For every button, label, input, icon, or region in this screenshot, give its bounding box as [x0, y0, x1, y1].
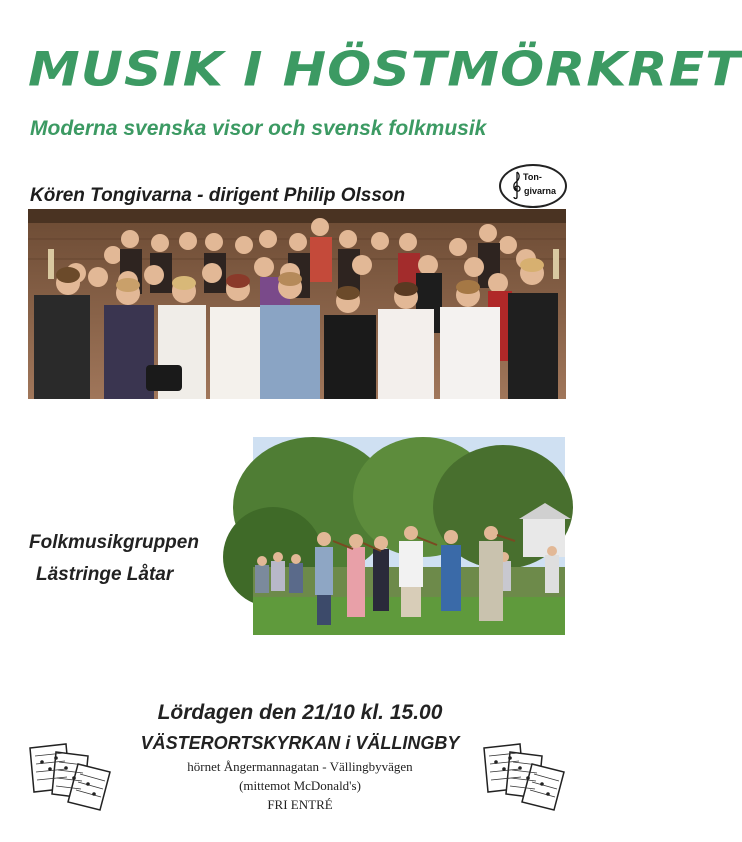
folk-group-name-line2: Lästringe Låtar: [36, 564, 174, 585]
logo-text-line1: Ton-: [523, 172, 542, 182]
logo-text-line2: givarna: [524, 186, 557, 196]
address-line: hörnet Ångermannagatan - Vällingbyvägen: [187, 759, 413, 774]
folk-group-photo: [253, 437, 565, 635]
sheet-music-icon: [26, 742, 112, 812]
tongivarna-logo: [499, 164, 567, 208]
admission-line: FRI ENTRÉ: [267, 797, 333, 812]
treble-clef-icon: [511, 170, 523, 200]
poster-title: MUSIK I HÖSTMÖRKRET: [28, 43, 742, 97]
poster-subtitle: Moderna svenska visor och svensk folkmusik: [30, 117, 487, 140]
choir-photo: [28, 209, 566, 399]
choir-heading: Kören Tongivarna - dirigent Philip Olsson: [30, 185, 406, 206]
folk-group-name-line1: Folkmusikgruppen: [29, 532, 199, 553]
sheet-music-icon: [480, 742, 566, 812]
landmark-line: (mittemot McDonald's): [239, 778, 361, 793]
event-venue: VÄSTERORTSKYRKAN i VÄLLINGBY: [140, 733, 460, 753]
event-date: Lördagen den 21/10 kl. 15.00: [157, 701, 443, 724]
